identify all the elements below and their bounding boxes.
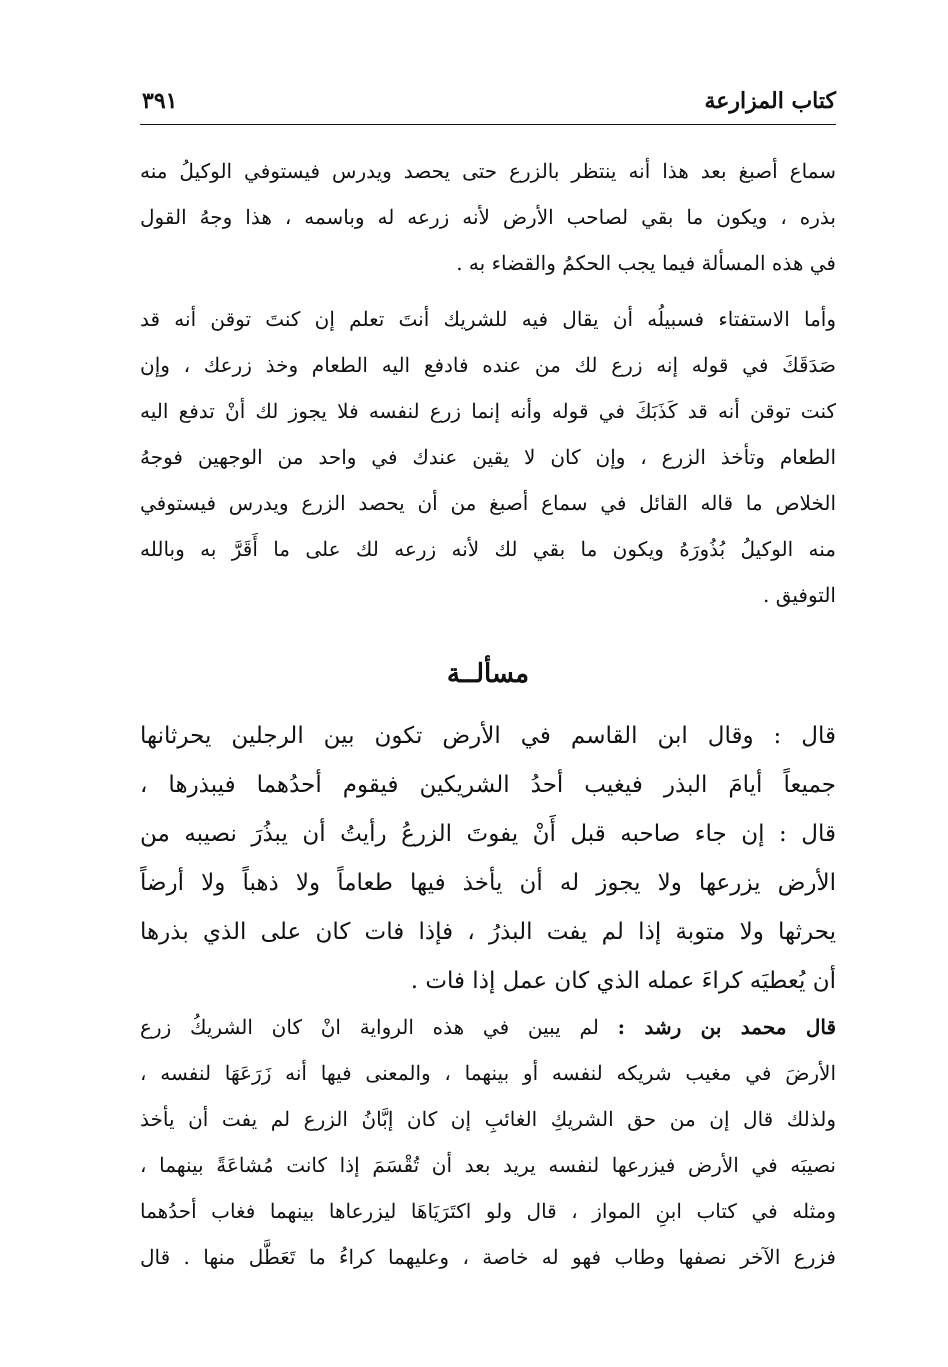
text-segment: لم يبين في هذه الرواية انْ كان الشريكُ زرع (140, 1015, 618, 1039)
text-line: في هذه المسألة فيما يجب الحكمُ والقضاء به . (456, 251, 836, 275)
header-rule (140, 124, 836, 125)
text-line: الأرضَ في مغيب شريكه لنفسه أو بينهما ، والمعنى فيها أنه زَرَعَهَا لنفسه ، (140, 1061, 836, 1085)
text-line: التوفيق . (762, 583, 836, 607)
book-title: كتاب المزارعة (704, 88, 836, 114)
text-line: منه الوكيلُ بُذُورَهُ ويكون ما بقي لك لأنه زرعه لك على ما أَقَرَّ به وبالله (140, 537, 836, 561)
text-line: قال : وقال ابن القاسم في الأرض تكون بين الرجلين يحرثانها (140, 723, 836, 749)
text-line: يحرثها ولا متوبة إذا لم يفت البذرُ ، فإذا فات كان على الذي بذرها (140, 919, 836, 945)
text-line: الأرض يزرعها ولا يجوز له أن يأخذ فيها طعاماً ولا ذهباً ولا أرضاً (140, 870, 836, 896)
text-line: كنت توقن أنه قد كَذَبَكَ في قوله وأنه إنما زرع لنفسه فلا يجوز لك أنْ تدفع اليه (140, 399, 836, 423)
text-line: صَدَقَكَ في قوله إنه زرع لك من عنده فادفع اليه الطعام وخذ زرعك ، وإن (140, 353, 836, 377)
text-line: الطعام وتأخذ الزرع ، وإن كان لا يقين عندك في واحد من الوجهين فوجهُ (140, 445, 836, 469)
text-line: سماع أصبغ بعد هذا أنه ينتظر بالزرع حتى يحصد ويدرس فيستوفي الوكيلُ منه (140, 159, 836, 183)
paragraph-4 (140, 1004, 836, 1280)
text-line: فزرع الآخر نصفها وطاب فهو له خاصة ، وعليهما كراءُ ما تَعَطَّل منها . قال (140, 1245, 836, 1269)
text-line: جميعاً أيامَ البذر فيغيب أحدُ الشريكين فيقوم أحدُهما فيبذرها ، (140, 772, 836, 798)
paragraph-3 (140, 712, 836, 1006)
text-line (140, 1004, 836, 1050)
speaker-label: قال محمد بن رشد : (617, 1015, 836, 1039)
text-line: ومثله في كتاب ابنِ المواز ، قال ولو اكتَرَيَاهَا ليزرعاها بينهما فغاب أحدُهما (140, 1199, 836, 1223)
text-line: قال : إن جاء صاحبه قبل أَنْ يفوتَ الزرعُ رأيتُ أن يبذُرَ نصيبه من (140, 821, 836, 847)
paragraph-1 (140, 148, 836, 286)
page-header (140, 82, 836, 122)
paragraph-2 (140, 296, 836, 618)
text-line: بذره ، ويكون ما بقي لصاحب الأرض لأنه زرعه له وباسمه ، هذا وجهُ القول (140, 205, 836, 229)
text-line: أن يُعطيَه كراءَ عمله الذي كان عمل إذا فات . (410, 968, 836, 994)
text-line: ولذلك قال إن من حق الشريكِ الغائبِ إن كان إبَّانُ الزرع لم يفت أن يأخذ (140, 1107, 836, 1131)
section-heading: مسألــة (446, 659, 530, 689)
text-line: الخلاص ما قاله القائل في سماع أصبغ من أن يحصد الزرع ويدرس فيستوفي (140, 491, 836, 515)
text-line: نصيبَه في الأرض فيزرعها لنفسه يريد بعد أن تُقْسَمَ إذا كانت مُشاعَةً بينهما ، (140, 1153, 836, 1177)
page-number: ٣٩١ (142, 88, 178, 114)
text-line: وأما الاستفتاء فسبيلُه أن يقال فيه للشريك أنتَ تعلم إن كنتَ توقن أنه قد (140, 307, 836, 331)
